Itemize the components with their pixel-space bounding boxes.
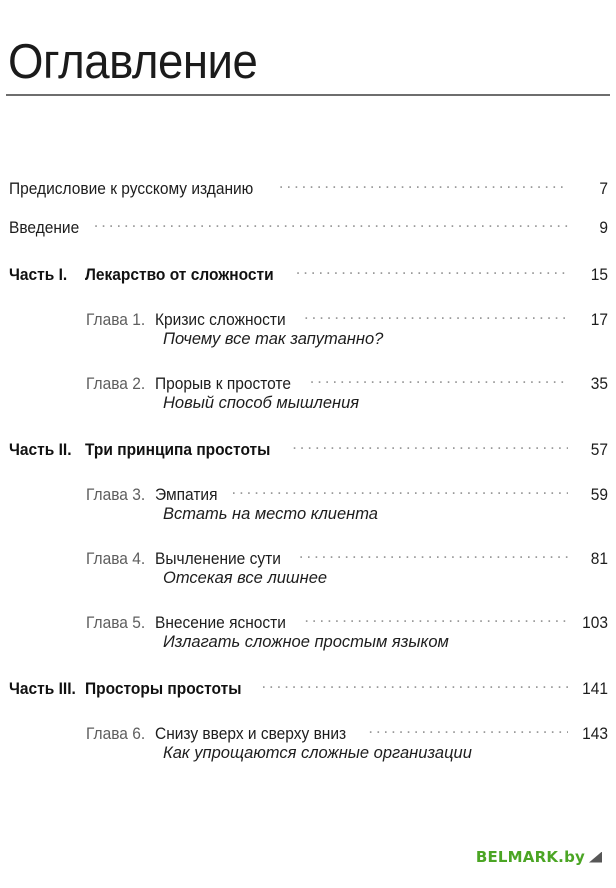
toc-chapter-number: Глава 1. xyxy=(86,311,146,329)
toc-chapter-subtitle: Как упрощаются сложные организации xyxy=(163,744,472,762)
dot-leader xyxy=(279,178,568,194)
toc-chapter-title: Прорыв к простоте xyxy=(155,375,292,393)
toc-chapter-number: Глава 3. xyxy=(86,486,146,504)
toc-chapter-title: Вычленение сути xyxy=(155,550,281,568)
toc-chapter-number: Глава 6. xyxy=(86,725,146,743)
toc-chapter-entry[interactable] xyxy=(0,548,616,569)
toc-front-matter-entry[interactable] xyxy=(0,217,616,238)
toc-part-title: Три принципа простоты xyxy=(85,441,271,459)
toc-entry-page-number: 35 xyxy=(590,375,608,393)
toc-chapter-entry[interactable] xyxy=(0,373,616,394)
dot-leader xyxy=(304,309,568,325)
toc-entry-page-number: 59 xyxy=(590,486,608,504)
dot-leader xyxy=(310,373,568,389)
dot-leader xyxy=(296,264,568,280)
toc-entry-page-number: 17 xyxy=(590,311,608,329)
page-title: Оглавление xyxy=(8,34,258,89)
toc-entry-page-number: 15 xyxy=(590,266,608,284)
dot-leader xyxy=(299,548,568,564)
toc-chapter-entry[interactable] xyxy=(0,723,616,744)
toc-chapter-entry[interactable] xyxy=(0,309,616,330)
dot-leader xyxy=(292,439,568,455)
dot-leader xyxy=(94,217,568,233)
toc-part-entry[interactable] xyxy=(0,439,616,460)
toc-entry-label: Введение xyxy=(9,219,80,237)
watermark-text: BELMARK.by xyxy=(475,848,585,866)
toc-part-number: Часть I. xyxy=(9,266,68,284)
toc-chapter-subtitle: Отсекая все лишнее xyxy=(163,569,328,587)
toc-entry-page-number: 7 xyxy=(599,180,608,198)
toc-chapter-entry[interactable] xyxy=(0,484,616,505)
toc-chapter-title: Снизу вверх и сверху вниз xyxy=(155,725,347,743)
watermark-corner-icon xyxy=(589,852,602,863)
toc-part-title: Просторы простоты xyxy=(85,680,242,698)
toc-chapter-entry[interactable] xyxy=(0,612,616,633)
watermark xyxy=(476,848,602,866)
dot-leader xyxy=(231,484,568,500)
toc-part-title: Лекарство от сложности xyxy=(85,266,274,284)
toc-chapter-subtitle: Встать на место клиента xyxy=(163,505,378,523)
toc-chapter-number: Глава 4. xyxy=(86,550,146,568)
toc-chapter-number: Глава 2. xyxy=(86,375,146,393)
toc-entries-list xyxy=(0,178,616,763)
toc-chapter-title: Кризис сложности xyxy=(155,311,286,329)
toc-chapter-number: Глава 5. xyxy=(86,614,146,632)
toc-chapter-subtitle: Новый способ мышления xyxy=(163,394,360,412)
dot-leader xyxy=(304,612,568,628)
toc-chapter-subtitle: Почему все так запутанно? xyxy=(163,330,384,348)
toc-chapter-subtitle: Излагать сложное простым языком xyxy=(163,633,449,651)
toc-part-entry[interactable] xyxy=(0,264,616,285)
toc-entry-page-number: 143 xyxy=(582,725,608,743)
toc-entry-page-number: 141 xyxy=(582,680,608,698)
toc-entry-label: Предисловие к русскому изданию xyxy=(9,180,254,198)
toc-entry-page-number: 9 xyxy=(599,219,608,237)
toc-entry-page-number: 81 xyxy=(590,550,608,568)
toc-part-number: Часть II. xyxy=(9,441,72,459)
toc-part-number: Часть III. xyxy=(9,680,76,698)
toc-front-matter-entry[interactable] xyxy=(0,178,616,199)
dot-leader xyxy=(368,723,568,739)
title-divider xyxy=(6,94,610,96)
toc-part-entry[interactable] xyxy=(0,678,616,699)
toc-entry-page-number: 57 xyxy=(590,441,608,459)
dot-leader xyxy=(261,678,568,694)
toc-chapter-title: Внесение ясности xyxy=(155,614,286,632)
toc-entry-page-number: 103 xyxy=(582,614,608,632)
toc-chapter-title: Эмпатия xyxy=(155,486,218,504)
